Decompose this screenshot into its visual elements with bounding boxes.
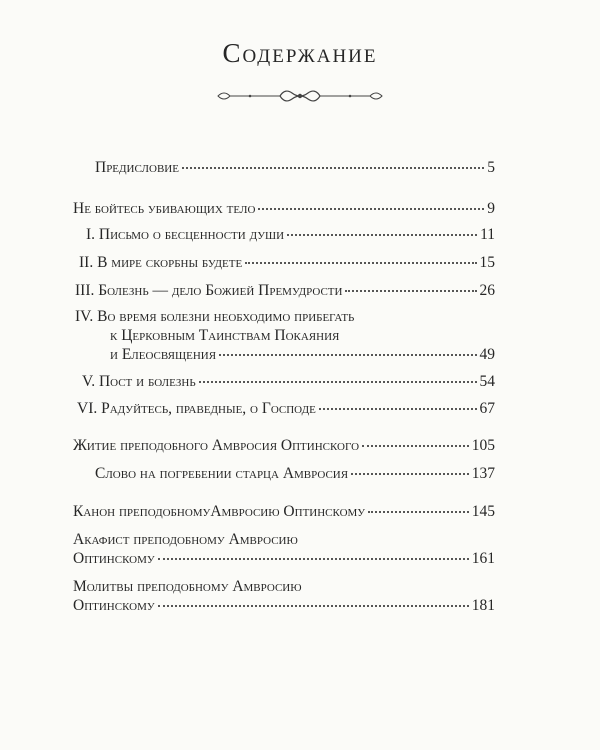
decorative-flourish-icon (210, 86, 390, 106)
toc-entry-chapter-3[interactable] (75, 281, 495, 300)
toc-entry-title: Предисловие (95, 159, 179, 176)
toc-page-number: 5 (487, 159, 495, 176)
toc-entry-title-line-3: и Елеосвящения (110, 346, 217, 363)
toc-page-number: 105 (471, 437, 495, 454)
toc-entry-title: Житие преподобного Амвросия Оптинского (73, 437, 360, 454)
toc-entry-title: Пост и болезнь (98, 373, 196, 390)
toc-page-number: 11 (480, 226, 495, 243)
dot-leader (287, 233, 477, 236)
toc-entry-chapter-6[interactable] (77, 399, 495, 418)
toc-page-number: 15 (479, 254, 495, 271)
dot-leader (319, 407, 477, 410)
toc-entry-title-line-2: к Церковным Таинствам Покаяния (110, 327, 340, 344)
toc-entry-title-line-1: Молитвы преподобному Амвросию (73, 578, 302, 595)
toc-page-number: 137 (471, 465, 495, 482)
chapter-numeral: V. (82, 373, 96, 390)
chapter-numeral: I. (86, 226, 96, 243)
toc-entry-life[interactable] (73, 436, 495, 455)
toc-entry-chapter-2[interactable] (79, 253, 495, 272)
toc-page-number: 26 (479, 282, 495, 299)
toc-page-number: 9 (487, 200, 495, 217)
dot-leader (199, 380, 477, 383)
toc-entry-title-line-2: Оптинскому (73, 550, 155, 567)
chapter-numeral: VI. (77, 400, 98, 417)
dot-leader (245, 261, 476, 264)
dot-leader (345, 289, 476, 292)
toc-entry-title: Радуйтесь, праведные, о Господе (101, 400, 316, 417)
toc-page-number: 145 (471, 503, 495, 520)
toc-entry-chapter-4[interactable] (75, 307, 495, 364)
chapter-numeral: IV. (75, 308, 94, 325)
toc-entry-akathist[interactable] (73, 530, 495, 568)
toc-page-number: 54 (479, 373, 495, 390)
dot-leader (351, 472, 469, 475)
toc-entry-title: Болезнь — дело Божией Премудрости (98, 282, 343, 299)
toc-page-number: 49 (479, 346, 495, 363)
toc-title: Содержание (222, 38, 378, 68)
dot-leader (258, 207, 484, 210)
toc-entry-chapter-1[interactable] (86, 225, 495, 244)
toc-entry-title-line-1: Во время болезни необходимо прибегать (97, 308, 355, 325)
toc-entry-title: Не бойтесь убивающих тело (73, 200, 256, 217)
chapter-numeral: III. (75, 282, 95, 299)
toc-page-number: 67 (479, 400, 495, 417)
dot-leader (158, 604, 469, 607)
toc-entry-title: Письмо о бесценности души (98, 226, 285, 243)
dot-leader (368, 510, 469, 513)
chapter-numeral: II. (79, 254, 94, 271)
toc-entry-canon[interactable] (73, 502, 495, 521)
toc-page-number: 161 (471, 550, 495, 567)
toc-entry-funeral-sermon[interactable] (95, 464, 495, 483)
toc-entry-title: В мире скорбны будете (97, 254, 243, 271)
toc-entry-title-line-2: Оптинскому (73, 597, 155, 614)
toc-entry-title-line-1: Акафист преподобному Амвросию (73, 531, 298, 548)
toc-entry-chapter-5[interactable] (82, 372, 495, 391)
toc-entry-title: Канон преподобномуАмвросию Оптинскому (73, 503, 366, 520)
toc-entry-title: Слово на погребении старца Амвросия (95, 465, 349, 482)
dot-leader (219, 353, 476, 356)
toc-page-number: 181 (471, 597, 495, 614)
dot-leader (362, 444, 469, 447)
toc-entry-prayers[interactable] (73, 577, 495, 615)
toc-entry-part-one[interactable] (73, 199, 495, 218)
dot-leader (158, 557, 469, 560)
toc-entry-preface[interactable] (95, 158, 495, 177)
dot-leader (182, 166, 484, 169)
